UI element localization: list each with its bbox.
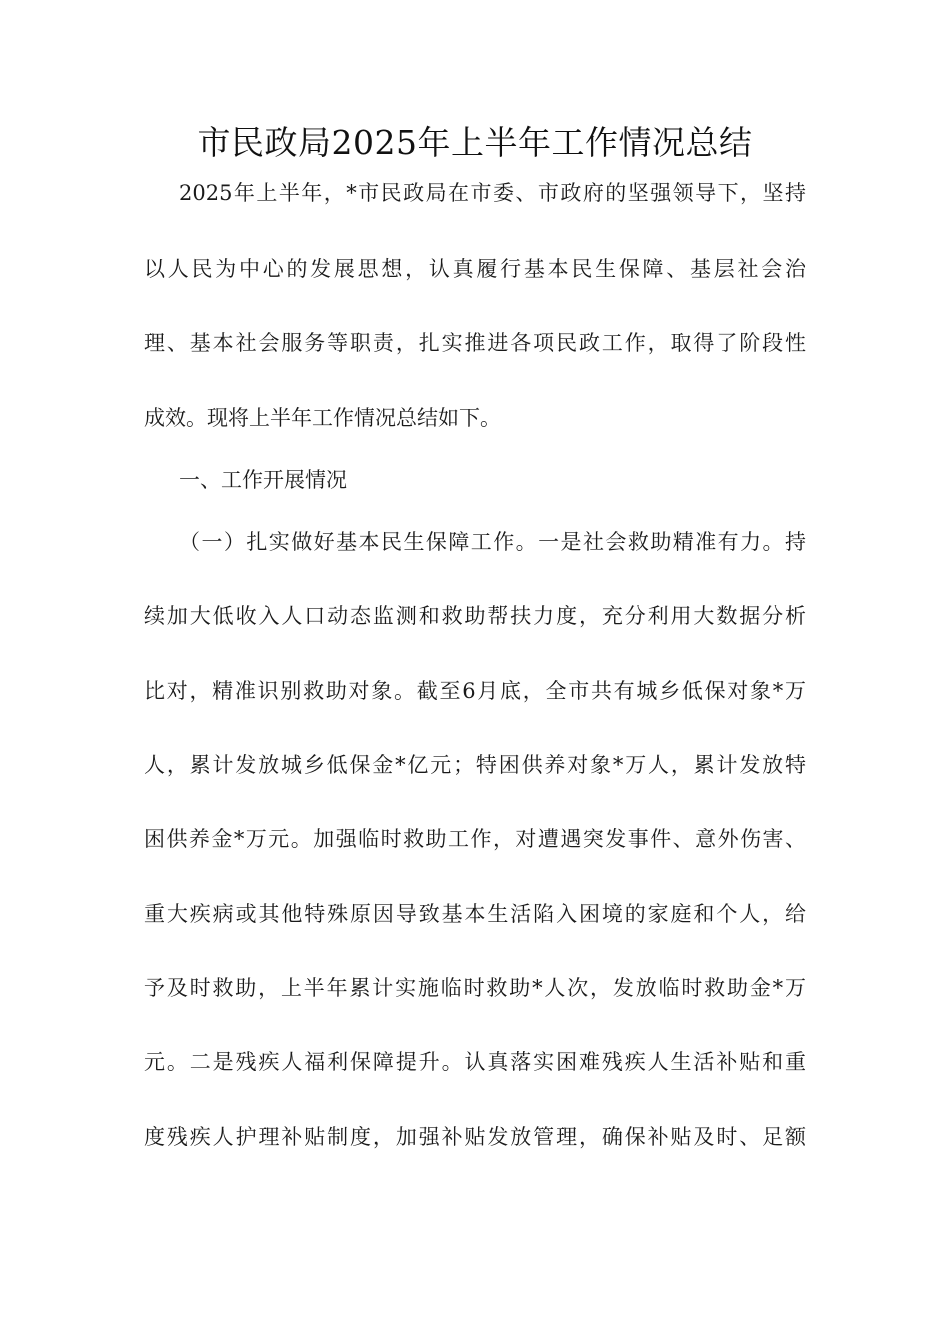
paragraph-line: 度残疾人护理补贴制度，加强补贴发放管理，确保补贴及时、足额: [144, 1125, 806, 1149]
paragraph-line: 予及时救助，上半年累计实施临时救助*人次，发放临时救助金*万: [144, 976, 806, 1000]
paragraph-line: 成效。现将上半年工作情况总结如下。: [144, 406, 501, 430]
paragraph-line: 困供养金*万元。加强临时救助工作，对遭遇突发事件、意外伤害、: [144, 827, 806, 851]
paragraph-line: 2025年上半年，*市民政局在市委、市政府的坚强领导下，坚持: [179, 181, 806, 205]
paragraph-line: 理、基本社会服务等职责，扎实推进各项民政工作，取得了阶段性: [144, 331, 806, 355]
paragraph-line: 重大疾病或其他特殊原因导致基本生活陷入困境的家庭和个人，给: [144, 902, 806, 926]
paragraph-line: 元。二是残疾人福利保障提升。认真落实困难残疾人生活补贴和重: [144, 1050, 806, 1074]
paragraph-line: 以人民为中心的发展思想，认真履行基本民生保障、基层社会治: [144, 257, 806, 281]
section-heading: 一、工作开展情况: [179, 468, 347, 492]
document-title: 市民政局2025年上半年工作情况总结: [197, 123, 753, 162]
paragraph-line: 比对，精准识别救助对象。截至6月底，全市共有城乡低保对象*万: [144, 679, 806, 703]
paragraph-line: 续加大低收入人口动态监测和救助帮扶力度，充分利用大数据分析: [144, 604, 806, 628]
paragraph-line: 人，累计发放城乡低保金*亿元；特困供养对象*万人，累计发放特: [144, 753, 806, 777]
paragraph-line: （一）扎实做好基本民生保障工作。一是社会救助精准有力。持: [179, 530, 806, 554]
